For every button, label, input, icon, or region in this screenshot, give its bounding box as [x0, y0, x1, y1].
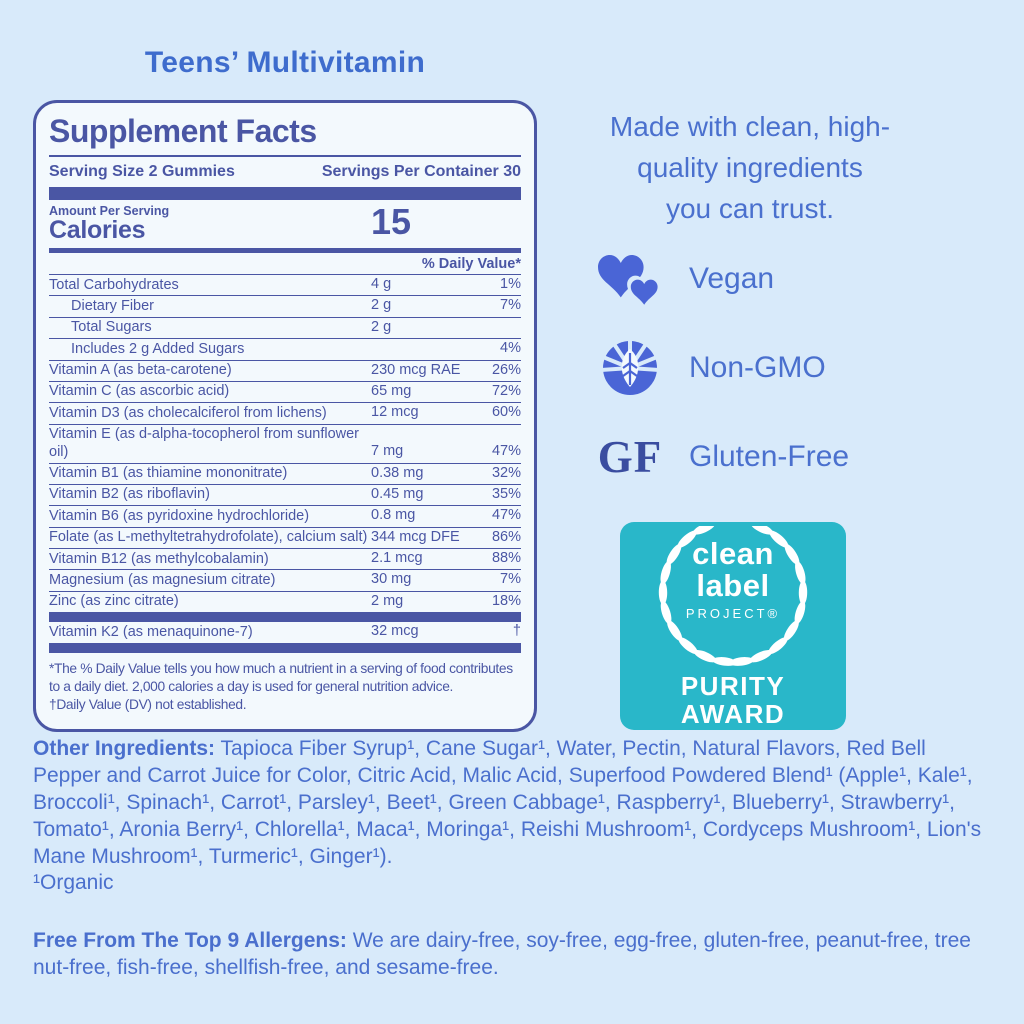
facts-row: [49, 402, 521, 423]
row-dv: †: [512, 623, 521, 640]
row-name: Vitamin B1 (as thiamine mononitrate): [49, 465, 288, 482]
other-ingredients-label: Other Ingredients:: [33, 737, 216, 760]
row-amount: 230 mcg RAE: [371, 361, 461, 378]
row-dv: 88%: [491, 550, 521, 567]
row-dv: 60%: [491, 404, 521, 421]
calories-label: Calories: [49, 216, 146, 244]
organic-note: ¹Organic: [33, 871, 114, 895]
leaf-sunburst-icon: [597, 339, 663, 397]
facts-row: [49, 527, 521, 548]
row-amount: 4 g: [371, 276, 392, 292]
row-dv: 7%: [500, 571, 521, 588]
footnote-line: †Daily Value (DV) not established.: [49, 697, 247, 713]
row-amount: 0.38 mg: [371, 464, 424, 481]
row-name: Vitamin B6 (as pyridoxine hydrochloride): [49, 507, 310, 524]
row-name: Dietary Fiber: [71, 297, 154, 314]
headline-line: Made with clean, high-: [609, 111, 891, 142]
thick-divider-bar: [49, 643, 521, 653]
supplement-facts-title: Supplement Facts: [49, 113, 317, 149]
daily-value-header: % Daily Value*: [421, 256, 521, 272]
row-amount: 12 mcg: [371, 404, 419, 421]
feature-gluten-free: [597, 428, 849, 486]
product-title: Teens’ Multivitamin: [144, 46, 426, 79]
facts-rows: [49, 274, 521, 643]
badge-text: clean: [692, 536, 774, 571]
row-dv: 7%: [500, 297, 521, 314]
badge-text: PROJECT®: [685, 606, 781, 621]
row-amount: 2 g: [371, 318, 392, 335]
supplement-facts-panel: [33, 100, 537, 732]
feature-non-gmo: [597, 339, 849, 397]
row-dv: 72%: [491, 382, 521, 399]
row-name: Vitamin D3 (as cholecalciferol from lichens): [49, 404, 327, 421]
feature-label: Gluten-Free: [689, 440, 850, 473]
row-amount: 2.1 mcg: [371, 550, 423, 567]
facts-row: [49, 505, 521, 526]
row-dv: 32%: [491, 464, 521, 481]
row-amount: 0.8 mg: [371, 507, 416, 524]
footnote-line: to a daily diet. 2,000 calories a day is used for general nutrition advice.: [49, 678, 454, 694]
headline-line: quality ingredients: [637, 152, 863, 184]
row-name: Vitamin A (as beta-carotene): [49, 362, 232, 379]
row-name: Folate (as L-methyltetrahydrofolate), calcium salt): [49, 529, 368, 546]
allergens-note: [33, 928, 983, 982]
row-dv: 1%: [500, 276, 521, 292]
row-dv: 47%: [491, 507, 521, 524]
servings-per-container: Servings Per Container 30: [321, 163, 521, 180]
facts-row: [49, 548, 521, 569]
row-amount: 30 mg: [371, 571, 412, 588]
divider-line: [49, 155, 521, 157]
feature-vegan: [597, 250, 849, 308]
other-ingredients: [33, 736, 983, 897]
row-name: Vitamin B2 (as riboflavin): [49, 486, 210, 503]
row-name: Zinc (as zinc citrate): [49, 593, 179, 610]
serving-row: [49, 161, 521, 187]
facts-row: [49, 569, 521, 590]
calories-value: 15: [371, 201, 412, 242]
facts-row: [49, 317, 521, 338]
amount-per-serving-label: Amount Per Serving: [49, 204, 170, 218]
badge-text: label: [696, 568, 770, 603]
allergens-label: Free From The Top 9 Allergens:: [33, 929, 347, 952]
facts-row: [49, 622, 521, 642]
row-name: Vitamin C (as ascorbic acid): [49, 383, 230, 400]
facts-row: [49, 463, 521, 484]
facts-row: [49, 381, 521, 402]
calories-block: [49, 200, 521, 248]
badge-text: AWARD: [680, 699, 786, 729]
row-dv: 4%: [500, 340, 521, 357]
thick-divider-bar: [49, 612, 521, 622]
row-name: Vitamin E (as d-alpha-tocopherol from sunflower oil): [49, 426, 360, 460]
row-amount: 65 mg: [371, 382, 412, 399]
clean-label-purity-award-badge: [620, 522, 846, 730]
row-dv: 35%: [491, 485, 521, 502]
row-amount: 32 mcg: [371, 623, 419, 640]
row-dv: 86%: [491, 528, 521, 545]
row-amount: 7 mg: [371, 443, 404, 460]
row-amount: 0.45 mg: [371, 485, 424, 502]
thick-divider-bar: [49, 187, 521, 200]
facts-row: [49, 591, 521, 612]
row-name: Magnesium (as magnesium citrate): [49, 571, 276, 588]
row-dv: 47%: [491, 443, 521, 460]
gf-monogram: GF: [597, 432, 663, 482]
allergens-text: We are dairy-free, soy-free, egg-free, gluten-free, peanut-free, tree nut-free, fish-free, shellfish-free, and sesame-free.: [33, 929, 971, 979]
row-name: Vitamin K2 (as menaquinone-7): [49, 623, 253, 640]
facts-footnote: [49, 660, 521, 715]
facts-row: [49, 338, 521, 359]
hearts-icon: [597, 251, 663, 307]
serving-size: Serving Size 2 Gummies: [49, 163, 235, 180]
row-dv: 26%: [491, 361, 521, 378]
facts-row: [49, 274, 521, 295]
row-name: Includes 2 g Added Sugars: [71, 340, 245, 357]
row-name: Vitamin B12 (as methylcobalamin): [49, 550, 269, 567]
other-ingredients-text: Tapioca Fiber Syrup¹, Cane Sugar¹, Water, Pectin, Natural Flavors, Red Bell Pepper and Carrot Juice for Color, Citric Acid, Malic Acid, Superfood Powdered Blend¹ (Apple¹, Kale¹, Broccoli¹, Spinach¹, Carrot¹, Parsley¹, Beet¹, Green Cabbage¹, Raspberry¹, Blueberry¹, Strawberry¹, Tomato¹, Aronia Berry¹, Chlorella¹, Maca¹, Moringa¹, Reishi Mushroom¹, Cordyceps Mushroom¹, Lion's Mane Mushroom¹, Turmeric¹, Ginger¹).: [33, 737, 982, 868]
feature-label: Vegan: [689, 262, 775, 295]
row-name: Total Carbohydrates: [49, 276, 179, 293]
feature-label: Non-GMO: [689, 351, 826, 384]
row-amount: 2 g: [371, 297, 392, 314]
row-amount: 344 mcg DFE: [371, 528, 460, 545]
row-name: Total Sugars: [71, 319, 152, 336]
facts-row: [49, 484, 521, 505]
footnote-line: *The % Daily Value tells you how much a nutrient in a serving of food contributes: [49, 660, 513, 676]
badge-text: PURITY: [680, 671, 786, 701]
headline: [555, 106, 945, 229]
facts-row: [49, 295, 521, 316]
row-dv: 18%: [491, 592, 521, 609]
headline-line: you can trust.: [665, 193, 835, 225]
facts-row: [49, 424, 521, 463]
features-list: [597, 250, 849, 517]
row-amount: 2 mg: [371, 592, 404, 609]
facts-row: [49, 360, 521, 381]
